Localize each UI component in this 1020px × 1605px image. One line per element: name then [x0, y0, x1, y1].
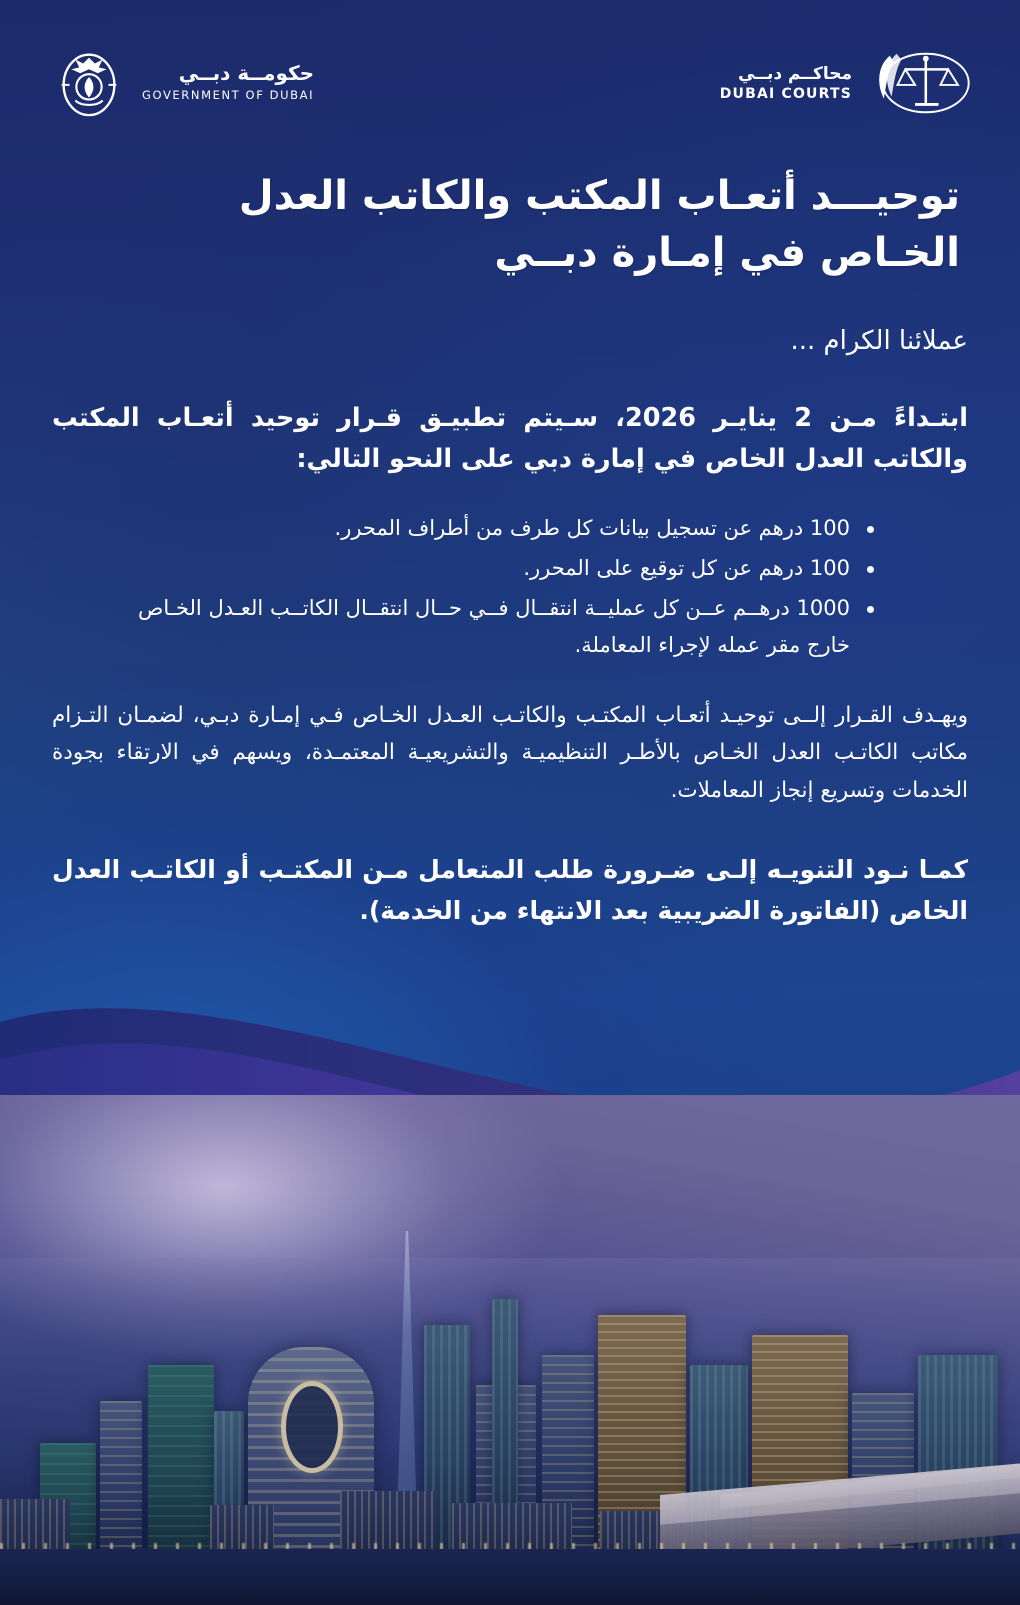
gov-logo-label-en: GOVERNMENT OF DUBAI [142, 87, 315, 102]
government-of-dubai-logo [50, 42, 314, 120]
government-of-dubai-wordmark [142, 61, 314, 102]
building [100, 1401, 142, 1561]
building [148, 1365, 214, 1561]
document-content [0, 168, 1020, 931]
ring-aperture [281, 1381, 343, 1473]
scales-of-justice-emblem-icon [864, 44, 972, 122]
lead-paragraph: ابتـداءً مـن 2 ينايـر 2026، سـيتم تطبيـق قـرار توحيد أتعـاب المكتب والكاتب العدل الخاص في إمارة دبي على النحو التالي: [52, 402, 969, 474]
list-item: 1000 درهــم عــن كل عمليــة انتقــال فــي حــال انتقــال الكاتــب العـدل الخـاص خارج مقر عمله لإجراء المعاملة. [138, 590, 876, 662]
salutation-text: عملائنا الكرام ... [790, 325, 968, 356]
header [0, 0, 1020, 150]
list-item: 100 درهم عن تسجيل بيانات كل طرف من أطراف المحرر. [138, 510, 876, 546]
dubai-courts-wordmark [720, 64, 852, 102]
tax-invoice-note: كمـا نـود التنويـه إلـى ضـرورة طلب المتعامل مـن المكتـب أو الكاتـب العدل الخاص (الفاتورة الضريبية بعد الانتهاء من الخدمة). [52, 855, 968, 925]
dubai-skyline-photograph [0, 1095, 1020, 1605]
water-layer [0, 1549, 1020, 1605]
dubai-government-crest-icon [50, 42, 128, 120]
list-item: 100 درهم عن كل توقيع على المحرر. [138, 550, 876, 586]
fees-list [52, 510, 968, 662]
gov-logo-label-ar: حكومــة دبــي [178, 60, 315, 85]
page-title: توحيـــد أتعـاب المكتب والكاتب العدل الخـاص في إمـارة دبــي [238, 173, 960, 276]
courts-logo-label-ar: محاكــم دبــي [738, 63, 852, 84]
courts-logo-label-en: DUBAI COURTS [719, 86, 852, 103]
dubai-courts-logo [720, 44, 972, 122]
objective-paragraph: ويهـدف القـرار إلــى توحيـد أتعـاب المكتـب والكاتـب العـدل الخـاص فـي إمـارة دبـي، لضمـان التـزام مكاتب الكاتـب العدل الخـاص بالأطـر التنظيميـة والتشريعيـة المعتمـدة، ويسهم في الارتقاء بجودة الخدمات وتسريع إنجاز المعاملات. [52, 702, 968, 804]
